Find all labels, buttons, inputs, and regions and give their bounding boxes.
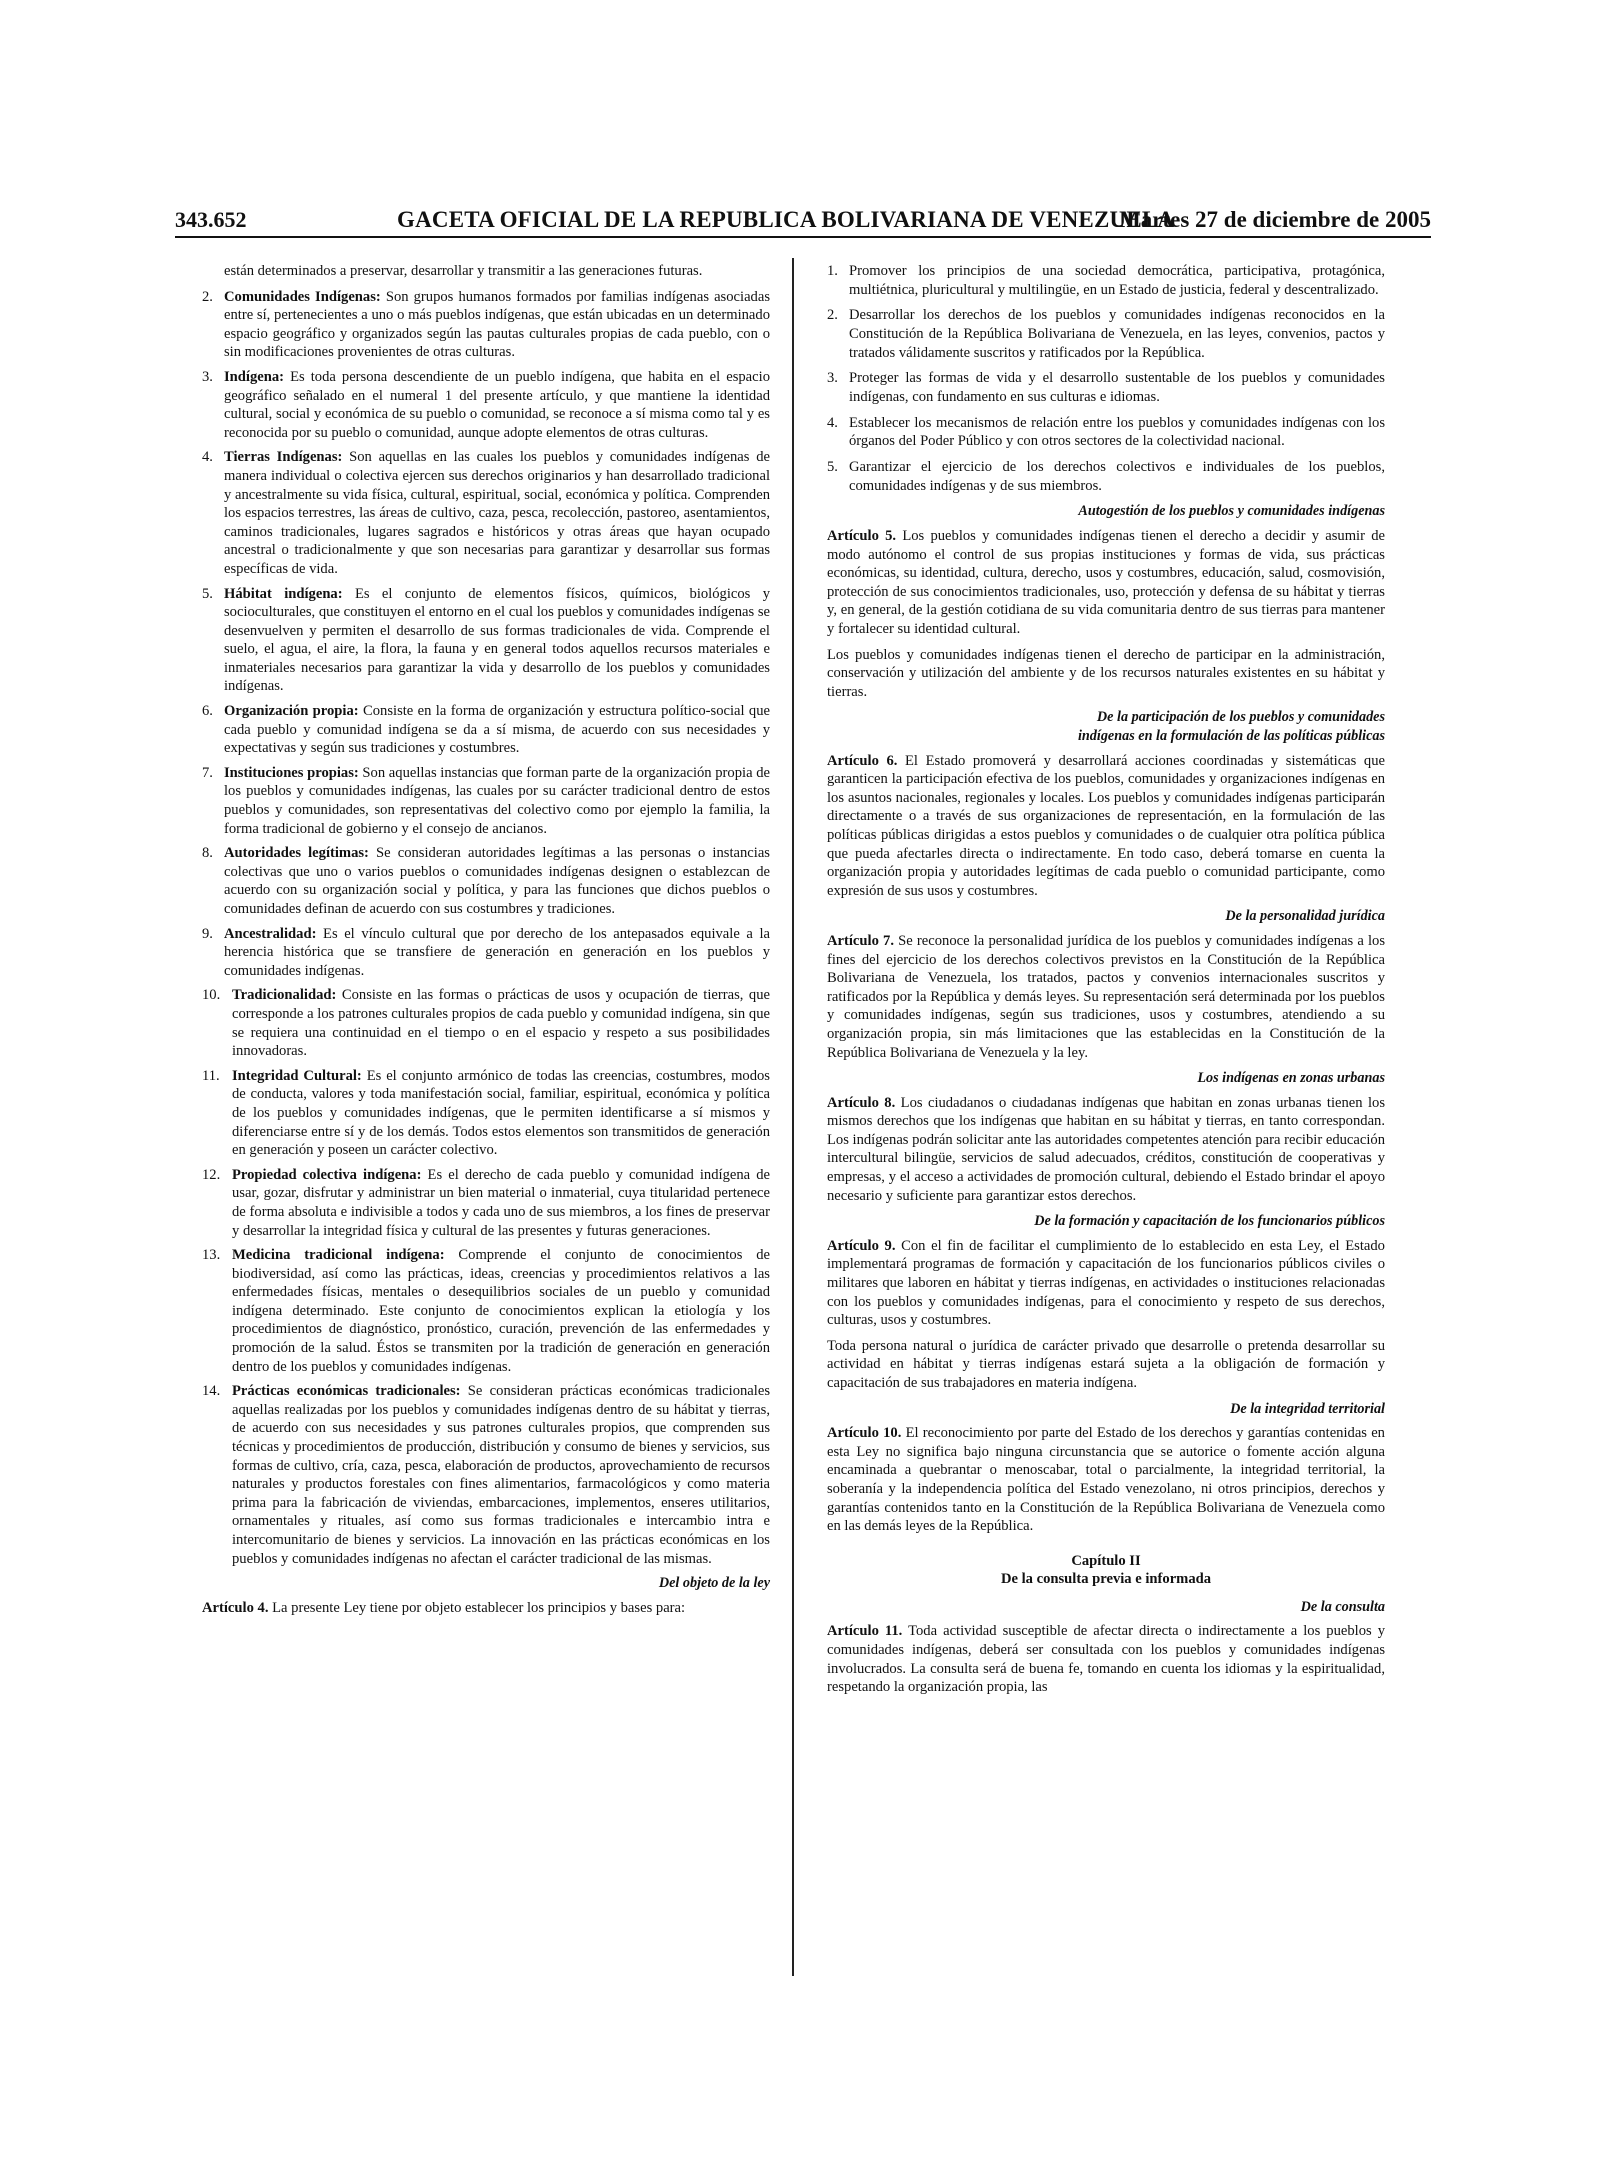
article-10 xyxy=(827,1424,1385,1536)
item-number: 6. xyxy=(202,703,213,720)
definition-text: Es el conjunto armónico de todas las creencias, costumbres, modos de conducta, valores y toda manifestación social, familiar, espiritual, económica y política de los pueblos y comunidades indígenas, que le permiten identificarse a sí mismos y diferenciarse entre sí y de los demás. Todos estos elementos son transmitidos de generación en generación y poseen un carácter colectivo. xyxy=(232,1067,770,1159)
item-number: 5. xyxy=(202,585,213,602)
article-text: Los ciudadanos o ciudadanas indígenas que habitan en zonas urbanas tienen los mismos derechos que los indígenas que habitan en su hábitat y tierras, en tanto correspondan. Los indígenas podrán solicitar ante las autoridades competentes atención para recibir educación intercultural bilingüe, servicios de salud adecuados, créditos, constitución de cooperativas y empresas, y el acceso a actividades de promoción cultural, debiendo el Estado brindar el apoyo necesario y suficiente para garantizar estos derechos. xyxy=(827,1094,1385,1204)
definition-text: Es el derecho de cada pueblo y comunidad indígena de usar, gozar, disfrutar y administrar un bien material o inmaterial, cuya titularidad pertenece de forma absoluta e indivisible a todos y cada uno de sus miembros, a los fines de preservar y desarrollar la integridad física y cultural de las presentes y futuras generaciones. xyxy=(232,1166,770,1239)
defined-term: Tierras Indígenas: xyxy=(224,449,343,466)
definition-text: Es el vínculo cultural que por derecho de los antepasados equivale a la herencia histórica que se transfiere de generación en generación en los pueblos y comunidades indígenas. xyxy=(224,925,770,979)
definition-item xyxy=(202,1166,770,1240)
article-6 xyxy=(827,752,1385,901)
objective-item xyxy=(827,414,1385,451)
definition-item xyxy=(202,288,770,362)
definitions-list xyxy=(202,288,770,1569)
definition-item xyxy=(202,702,770,758)
definition-item xyxy=(202,585,770,697)
article-text: El reconocimiento por parte del Estado de los derechos y garantías contenidas en esta Ley no significa bajo ninguna circunstancia que se autorice o fomente acción alguna encaminada a quebrantar o menoscabar, total o parcialmente, la integridad territorial, la soberanía y la independencia política del Estado venezolano, ni otros principios, derechos y garantías contenidos tanto en la Constitución de la República Bolivariana de Venezuela como en las demás leyes de la República. xyxy=(827,1425,1385,1535)
defined-term: Organización propia: xyxy=(224,703,359,720)
section-subtitle: Los indígenas en zonas urbanas xyxy=(1197,1070,1385,1087)
objective-item xyxy=(827,369,1385,406)
page-header xyxy=(175,206,1431,238)
objective-item xyxy=(827,458,1385,495)
objective-text: Establecer los mecanismos de relación entre los pueblos y comunidades indígenas con los órganos del Poder Público y con otros sectores de la colectividad nacional. xyxy=(849,414,1385,450)
defined-term: Hábitat indígena: xyxy=(224,585,343,602)
item-number: 13. xyxy=(202,1247,221,1264)
article-label: Artículo 5. xyxy=(827,528,897,545)
article-label: Artículo 11. xyxy=(827,1623,903,1640)
item-number: 4. xyxy=(202,449,213,466)
section-subtitle: De la personalidad jurídica xyxy=(1225,908,1385,925)
subtitle-line: De la participación de los pueblos y comunidades xyxy=(1096,709,1385,726)
defined-term: Autoridades legítimas: xyxy=(224,845,369,862)
article-9-paragraph-2: Toda persona natural o jurídica de carácter privado que desarrolle o pretenda desarrollar su actividad en hábitat y tierras indígenas estará sujeta a la obligación de formación y capacitación de sus trabajadores en materia indígena. xyxy=(827,1337,1385,1391)
objective-item xyxy=(827,306,1385,362)
item-number: 14. xyxy=(202,1383,221,1400)
intro-text: están determinados a preservar, desarrollar y transmitir a las generaciones futuras. xyxy=(224,263,703,279)
section-subtitle: De la integridad territorial xyxy=(1230,1400,1385,1417)
objective-text: Desarrollar los derechos de los pueblos y comunidades indígenas reconocidos en la Constitución de la República Bolivariana de Venezuela, en las leyes, convenios, pactos y tratados válidamente suscritos y ratificados por la República. xyxy=(849,307,1385,361)
definition-text: Consiste en la forma de organización y estructura político-social que cada pueblo y comunidad indígena se da a sí misma, de acuerdo con sus necesidades y expectativas y según sus tradiciones y costumbres. xyxy=(224,703,770,757)
article-5 xyxy=(827,527,1385,639)
definition-item xyxy=(202,368,770,442)
article-text: Toda actividad susceptible de afectar directa o indirectamente a los pueblos y comunidades indígenas, deberá ser consultada con los pueblos y comunidades indígenas involucrados. La consulta será de buena fe, tomando en cuenta los idiomas y la espiritualidad, respetando la organización propia, las xyxy=(827,1623,1385,1696)
article-7 xyxy=(827,932,1385,1062)
definition-text: Se consideran autoridades legítimas a las personas o instancias colectivas que uno o varios pueblos o comunidades indígenas designen o establezcan de acuerdo con su organización social y política, y para las funciones que dichos pueblos o comunidades definan de acuerdo con sus costumbres y tradiciones. xyxy=(224,845,770,917)
article-8 xyxy=(827,1094,1385,1206)
definition-text: Se consideran prácticas económicas tradicionales aquellas realizadas por los pueblos y comunidades indígenas dentro de su hábitat y tierras, de acuerdo con sus necesidades y sus patrones culturales propios, que comprenden sus técnicas y procedimientos de producción, distribución y consumo de bienes y servicios, sus formas de cultivo, cría, caza, pesca, elaboración de productos, aprovechamiento de recursos naturales y productos forestales con fines alimentarios, farmacológicos y como materia prima para la fabricación de viviendas, embarcaciones, implementos, enseres utilitarios, ornamentales y rituales, así como sus formas tradicionales e intercambio intra e intercomunitario de bienes y servicios. La innovación en las prácticas económicas en los pueblos y comunidades indígenas no afectan el carácter tradicional de las mismas. xyxy=(232,1383,770,1567)
section-subtitle: De la formación y capacitación de los funcionarios públicos xyxy=(1034,1213,1385,1230)
item-number: 11. xyxy=(202,1067,220,1084)
item-number: 9. xyxy=(202,925,213,942)
item-number: 10. xyxy=(202,987,221,1004)
definition-item xyxy=(202,925,770,981)
item-number: 8. xyxy=(202,845,213,862)
defined-term: Prácticas económicas tradicionales: xyxy=(232,1383,461,1400)
item-number: 12. xyxy=(202,1166,221,1183)
definition-text: Comprende el conjunto de conocimientos de biodiversidad, así como las prácticas, ideas, creencias y procedimientos relativos a las enfermedades físicas, mentales o desequilibrios sociales de un pueblo y comunidad indígena determinado. Este conjunto de conocimientos explican la etiología y los procedimientos de diagnóstico, pronóstico, curación, prevención de las enfermedades y promoción de la salud. Éstos se transmiten por la tradición de generación en generación dentro de los pueblos y comunidades indígenas. xyxy=(232,1247,770,1375)
item-number: 2. xyxy=(202,288,213,305)
article-text: El Estado promoverá y desarrollará acciones coordinadas y sistemáticas que garanticen la participación efectiva de los pueblos, comunidades y organizaciones indígenas en los asuntos nacionales, regionales y locales. Los pueblos y comunidades indígenas participarán directamente o a través de sus organizaciones de representación, en la formulación de las políticas públicas dirigidas a estos pueblos y comunidades o de cualquier otra política pública que pueda afectarles directa o indirectamente. En todo caso, deberá tomarse en cuenta la organización propia y autoridades legítimas de cada pueblo o comunidad participante, como expresión de sus usos y costumbres. xyxy=(827,752,1385,899)
article-text: Se reconoce la personalidad jurídica de los pueblos y comunidades indígenas a los fines del ejercicio de los derechos colectivos previstos en la Constitución de la República Bolivariana de Venezuela, los tratados, pactos y convenios internacionales suscritos y ratificados por la República y demás leyes. Su representación será determinada por los pueblos y comunidades indígenas, según sus tradiciones, usos y costumbres, atendiendo a su organización propia, sin más limitaciones que las establecidas en la Constitución de la República Bolivariana de Venezuela y la ley. xyxy=(827,932,1385,1061)
article-text: Con el fin de facilitar el cumplimiento de lo establecido en esta Ley, el Estado implementará programas de formación y capacitación de los funcionarios públicos civiles o militares que laboren en hábitat y tierras indígenas, en actividades o instituciones relacionadas con los pueblos y comunidades indígenas, para el conocimiento y respeto de sus derechos, culturas, usos y costumbres. xyxy=(827,1237,1385,1329)
defined-term: Ancestralidad: xyxy=(224,925,317,942)
defined-term: Propiedad colectiva indígena: xyxy=(232,1166,422,1183)
defined-term: Comunidades Indígenas: xyxy=(224,288,381,305)
item-number: 7. xyxy=(202,764,213,781)
section-subtitle xyxy=(827,708,1385,745)
article-11 xyxy=(827,1622,1385,1696)
article-5-paragraph-2: Los pueblos y comunidades indígenas tienen el derecho de participar en la administración, conservación y utilización del ambiente y de los recursos naturales existentes en su hábitat y tierras. xyxy=(827,646,1385,700)
article-label: Artículo 9. xyxy=(827,1237,896,1254)
objectives-list xyxy=(827,262,1385,495)
gazette-title: GACETA OFICIAL DE LA REPUBLICA BOLIVARIANA DE VENEZUELA xyxy=(397,207,1175,232)
article-9 xyxy=(827,1237,1385,1330)
page-number: 343.652 xyxy=(175,207,247,232)
definition-text: Consiste en las formas o prácticas de usos y ocupación de tierras, que corresponde a los patrones culturales propios de cada pueblo y comunidad indígena, sin que se requiera una continuidad en el tiempo o en el espacio y respeto a sus posibilidades innovadoras. xyxy=(232,987,770,1060)
publication-date: Martes 27 de diciembre de 2005 xyxy=(1119,207,1431,232)
item-number: 5. xyxy=(827,459,838,476)
item-number: 3. xyxy=(827,370,838,387)
article-label: Artículo 6. xyxy=(827,752,898,769)
objective-text: Promover los principios de una sociedad democrática, participativa, protagónica, multiétnica, pluricultural y multilingüe, en un Estado de justicia, federal y descentralizado. xyxy=(849,263,1385,298)
right-column xyxy=(827,262,1385,1704)
article-text: Los pueblos y comunidades indígenas tienen el derecho a decidir y asumir de modo autónomo el control de sus propias instituciones y formas de vida, sus prácticas económicas, su identidad, cultura, derecho, usos y costumbres, educación, salud, cosmovisión, protección de sus conocimientos tradicionales, uso, protección y defensa de su hábitat y tierras y, en general, de la gestión cotidiana de su vida comunitaria dentro de sus tierras para mantener y fortalecer su identidad cultural. xyxy=(827,528,1385,638)
chapter-heading xyxy=(827,1552,1385,1588)
definition-text: Son aquellas instancias que forman parte de la organización propia de los pueblos y comunidades indígenas, las cuales por su carácter tradicional dentro de estos pueblos y comunidades, son representativas del colectivo como por ejemplo la familia, la forma tradicional de gobierno y el consejo de ancianos. xyxy=(224,764,770,837)
definition-text: Es el conjunto de elementos físicos, químicos, biológicos y socioculturales, que constituyen el entorno en el cual los pueblos y comunidades indígenas se desenvuelven y permiten el desarrollo de sus formas tradicionales de vida. Comprende el suelo, el agua, el aire, la flora, la fauna y en general todos aquellos recursos materiales e inmateriales necesarios para garantizar la vida y desarrollo de los pueblos y comunidades indígenas. xyxy=(224,585,771,695)
column-divider xyxy=(792,258,794,1976)
defined-term: Tradicionalidad: xyxy=(232,987,337,1004)
item-number: 3. xyxy=(202,368,213,385)
section-subtitle: Del objeto de la ley xyxy=(658,1575,770,1592)
defined-term: Medicina tradicional indígena: xyxy=(232,1247,445,1264)
item-number: 1. xyxy=(827,263,838,279)
article-label: Artículo 4. xyxy=(202,1599,269,1616)
objective-text: Garantizar el ejercicio de los derechos colectivos e individuales de los pueblos, comunidades indígenas y de sus miembros. xyxy=(849,459,1385,494)
definition-item xyxy=(202,986,770,1060)
definition-item xyxy=(202,448,770,578)
chapter-title: De la consulta previa e informada xyxy=(1000,1570,1212,1587)
objective-item xyxy=(827,262,1385,299)
definition-item xyxy=(202,764,770,838)
definition-text: Es toda persona descendiente de un pueblo indígena, que habita en el espacio geográfico señalado en el numeral 1 del presente artículo, y que mantiene la identidad cultural, social y económica de su pueblo o comunidad, se reconoce a sí misma como tal y es reconocida por su pueblo o comunidad, aunque adopte elementos de otras culturas. xyxy=(224,368,770,441)
item-number: 4. xyxy=(827,414,838,431)
definition-item xyxy=(202,844,770,918)
definition-text: Son grupos humanos formados por familias indígenas asociadas entre sí, pertenecientes a uno o más pueblos indígenas, que están ubicadas en un determinado espacio geográfico y organizados según las pautas culturales propias de cada pueblo, con o sin modificaciones provenientes de otras culturas. xyxy=(224,288,770,361)
left-column xyxy=(202,262,770,1624)
article-label: Artículo 8. xyxy=(827,1094,896,1111)
subtitle-line: indígenas en la formulación de las políticas públicas xyxy=(1077,728,1385,744)
defined-term: Integridad Cultural: xyxy=(232,1067,362,1084)
definition-item xyxy=(202,1382,770,1568)
definition-item xyxy=(202,1067,770,1160)
section-subtitle: De la consulta xyxy=(1300,1598,1385,1615)
article-label: Artículo 10. xyxy=(827,1425,902,1442)
objective-text: Proteger las formas de vida y el desarrollo sustentable de los pueblos y comunidades indígenas, con fundamento en sus culturas e idiomas. xyxy=(849,370,1385,405)
item-number: 2. xyxy=(827,307,838,324)
article-text: La presente Ley tiene por objeto establecer los principios y bases para: xyxy=(268,1599,686,1616)
section-subtitle: Autogestión de los pueblos y comunidades indígenas xyxy=(1078,503,1385,520)
article-label: Artículo 7. xyxy=(827,932,894,949)
article-4 xyxy=(202,1599,770,1618)
definition-text: Son aquellas en las cuales los pueblos y comunidades indígenas de manera individual o colectiva ejercen sus derechos originarios y han desarrollado tradicional y ancestralmente su vida física, cultural, espiritual, social, económica y política. Comprenden los espacios terrestres, las áreas de cultivo, caza, pesca, recolección, pastoreo, asentamientos, caminos tradicionales, lugares sagrados e históricos y otras áreas que hayan ocupado ancestral o tradicionalmente y que son necesarias para garantizar y desarrollar sus formas específicas de vida. xyxy=(224,449,770,577)
definition-item xyxy=(202,1246,770,1376)
chapter-label: Capítulo II xyxy=(1071,1552,1141,1569)
defined-term: Indígena: xyxy=(224,368,285,385)
defined-term: Instituciones propias: xyxy=(224,764,359,781)
